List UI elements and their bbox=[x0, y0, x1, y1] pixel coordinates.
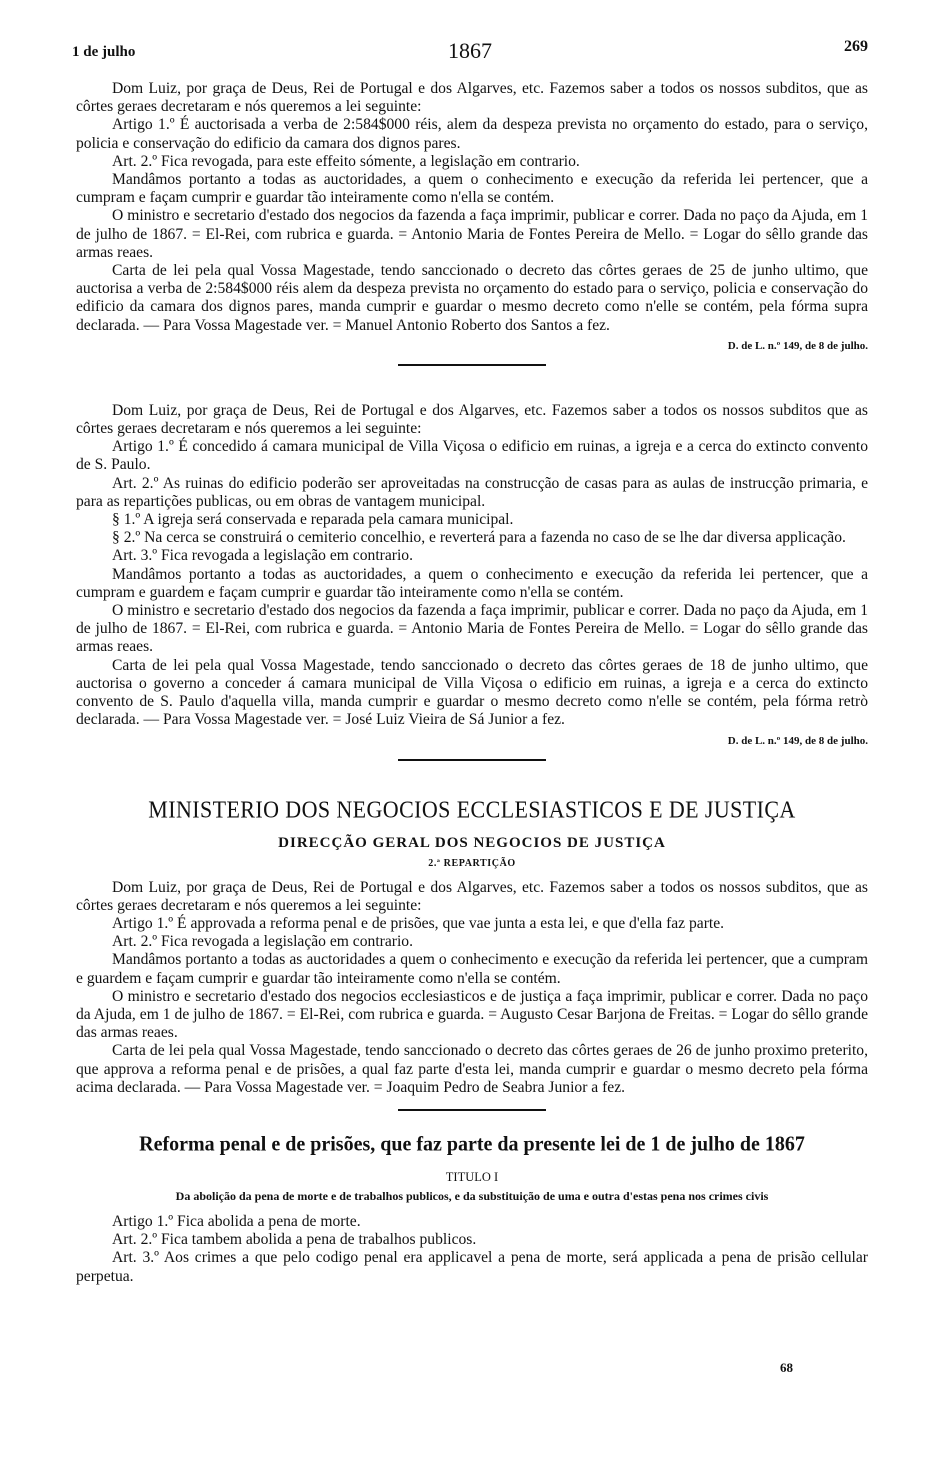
header-year: 1867 bbox=[448, 38, 492, 63]
paragraph: Mandâmos portanto a todas as auctoridades a quem o conhecimento e execução da referida lei pertencer, que a cumpram e guardem e façam cumprir e guardar tão inteiramente como n'ella se contém. bbox=[76, 951, 868, 987]
paragraph: Art. 3.º Fica revogada a legislação em contrario. bbox=[112, 547, 413, 565]
law-section-2 bbox=[76, 402, 868, 761]
paragraph: O ministro e secretario d'estado dos negocios ecclesiasticos e de justiça a faça imprimir, publicar e correr. Dada no paço da Ajuda, em 1 de julho de 1867. = El-Rei, com rubrica e guarda. = Augusto Cesar Barjona de Freitas. = Logar do sêllo grande das armas reaes. bbox=[76, 987, 868, 1042]
paragraph: Dom Luiz, por graça de Deus, Rei de Portugal e dos Algarves, etc. Fazemos saber a todos os nossos subditos, que as côrtes geraes decretaram e nós queremos a lei seguinte: bbox=[76, 80, 868, 116]
paragraph: Dom Luiz, por graça de Deus, Rei de Portugal e dos Algarves, etc. Fazemos saber a todos os nossos subditos que as côrtes geraes decretaram e nós queremos a lei seguinte: bbox=[76, 401, 868, 438]
reform-section bbox=[76, 1133, 868, 1286]
ministry-heading: MINISTERIO DOS NEGOCIOS ECCLESIASTICOS E DE JUSTIÇA bbox=[148, 795, 796, 823]
paragraph: § 1.º A igreja será conservada e reparada pela camara municipal. bbox=[112, 511, 514, 529]
paragraph: Artigo 1.º É auctorisada a verba de 2:584$000 réis, alem da despeza prevista no orçamento do estado, para o serviço, policia e conservação do edificio da camara dos dignos pares. bbox=[76, 116, 868, 152]
signature-mark: 68 bbox=[780, 1360, 793, 1375]
paragraph: Art. 2.º Fica revogada, para este effeito sómente, a legislação em contrario. bbox=[112, 152, 580, 170]
paragraph: § 2.º Na cerca se construirá o cemiterio concelhio, e reverterá para a fazenda no caso de se lhe dar diversa applicação. bbox=[112, 529, 846, 547]
paragraph: Carta de lei pela qual Vossa Magestade, tendo sanccionado o decreto das côrtes geraes de 26 de junho proximo preterito, que approva a reforma penal e de prisões, a qual faz parte d'esta lei, manda cumprir e guardar o mesmo decreto pela fórma acima declarada. — Para Vossa Magestade ver. = Joaquim Pedro de Seabra Junior a fez. bbox=[76, 1042, 868, 1096]
law-section-1 bbox=[76, 80, 868, 366]
paragraph: O ministro e secretario d'estado dos negocios da fazenda a faça imprimir, publicar e correr. Dada no paço da Ajuda, em 1 de julho de 1867. = El-Rei, com rubrica e guarda. = Antonio Maria de Fontes Pereira de Mello. = Logar do sêllo grande das armas reaes. bbox=[76, 207, 868, 261]
section-divider bbox=[398, 1109, 546, 1111]
paragraph: Artigo 1.º Fica abolida a pena de morte. bbox=[112, 1212, 361, 1230]
section-divider bbox=[398, 364, 546, 366]
paragraph: O ministro e secretario d'estado dos negocios da fazenda a faça imprimir, publicar e correr. Dada no paço da Ajuda, em 1 de julho de 1867. = El-Rei, com rubrica e guarda. = Antonio Maria de Fontes Pereira de Mello. = Logar do sêllo grande das armas reaes. bbox=[76, 602, 868, 656]
paragraph: Art. 2.º Fica revogada a legislação em contrario. bbox=[112, 933, 413, 951]
reform-title: Reforma penal e de prisões, que faz parte da presente lei de 1 de julho de 1867 bbox=[139, 1132, 805, 1156]
paragraph: Mandâmos portanto a todas as auctoridades, a quem o conhecimento e execução da referida lei pertencer, que a cumpram e façam cumprir e guardar tão inteiramente como n'ella se contém. bbox=[76, 171, 868, 207]
direction-heading: DIRECÇÃO GERAL DOS NEGOCIOS DE JUSTIÇA bbox=[278, 834, 666, 851]
page-number: 269 bbox=[844, 38, 868, 55]
section-divider bbox=[398, 759, 546, 761]
title-heading: TITULO I bbox=[445, 1169, 499, 1184]
paragraph: Dom Luiz, por graça de Deus, Rei de Portugal e dos Algarves, etc. Fazemos saber a todos os nossos subditos, que as côrtes geraes decretaram e nós queremos a lei seguinte: bbox=[76, 878, 868, 914]
header-date: 1 de julho bbox=[72, 44, 136, 60]
repartition-heading: 2.ª REPARTIÇÃO bbox=[428, 857, 516, 869]
paragraph: Carta de lei pela qual Vossa Magestade, tendo sanccionado o decreto das côrtes geraes de 25 de junho ultimo, que auctorisa a verba de 2:584$000 réis alem da despeza prevista no orçamento do estado para o serviço, policia e conservação do edificio da camara dos dignos pares, manda cumprir e guardar o mesmo decreto como n'elle se contém, pela fórma supra declarada. — Para Vossa Magestade ver. = Manuel Antonio Roberto dos Santos a fez. bbox=[76, 262, 868, 334]
paragraph: Art. 2.º As ruinas do edificio poderão ser aproveitadas na construcção de casas para as aulas de instrucção primaria, e para as repartições publicas, ou em obras de vantagem municipal. bbox=[76, 474, 868, 510]
paragraph: Art. 3.º Aos crimes a que pelo codigo penal era applicavel a pena de morte, será applicada a pena de prisão cellular perpetua. bbox=[76, 1249, 868, 1285]
paragraph: Carta de lei pela qual Vossa Magestade, tendo sanccionado o decreto das côrtes geraes de 18 de junho ultimo, que auctorisa o governo a conceder á camara municipal de Villa Viçosa o edificio em ruinas, a igreja e a cerca do extincto convento de S. Paulo d'aquella villa, manda cumprir e guardar o mesmo decreto como n'elle se contém, pela fórma retrò declarada. — Para Vossa Magestade ver. = José Luiz Vieira de Sá Junior a fez. bbox=[76, 656, 868, 729]
source-reference: D. de L. n.º 149, de 8 de julho. bbox=[727, 339, 868, 352]
paragraph: Art. 2.º Fica tambem abolida a pena de trabalhos publicos. bbox=[112, 1231, 477, 1249]
title-subheading: Da abolição da pena de morte e de trabalhos publicos, e da substituição de uma e outra d'estas pena nos crimes civis bbox=[175, 1188, 769, 1203]
paragraph: Artigo 1.º É concedido á camara municipal de Villa Viçosa o edificio em ruinas, a igreja e a cerca do extincto convento de S. Paulo. bbox=[76, 438, 868, 474]
paragraph: Artigo 1.º É approvada a reforma penal e de prisões, que vae junta a esta lei, e que d'ella faz parte. bbox=[112, 914, 725, 932]
paragraph: Mandâmos portanto a todas as auctoridades, a quem o conhecimento e execução da referida lei pertencer, que a cumpram e guardem e façam cumprir e guardar tão inteiramente como n'ella se contém. bbox=[76, 565, 868, 601]
law-section-3 bbox=[76, 797, 868, 1111]
source-reference: D. de L. n.º 149, de 8 de julho. bbox=[727, 734, 868, 747]
page-body bbox=[76, 80, 868, 1286]
page-header bbox=[72, 38, 868, 68]
